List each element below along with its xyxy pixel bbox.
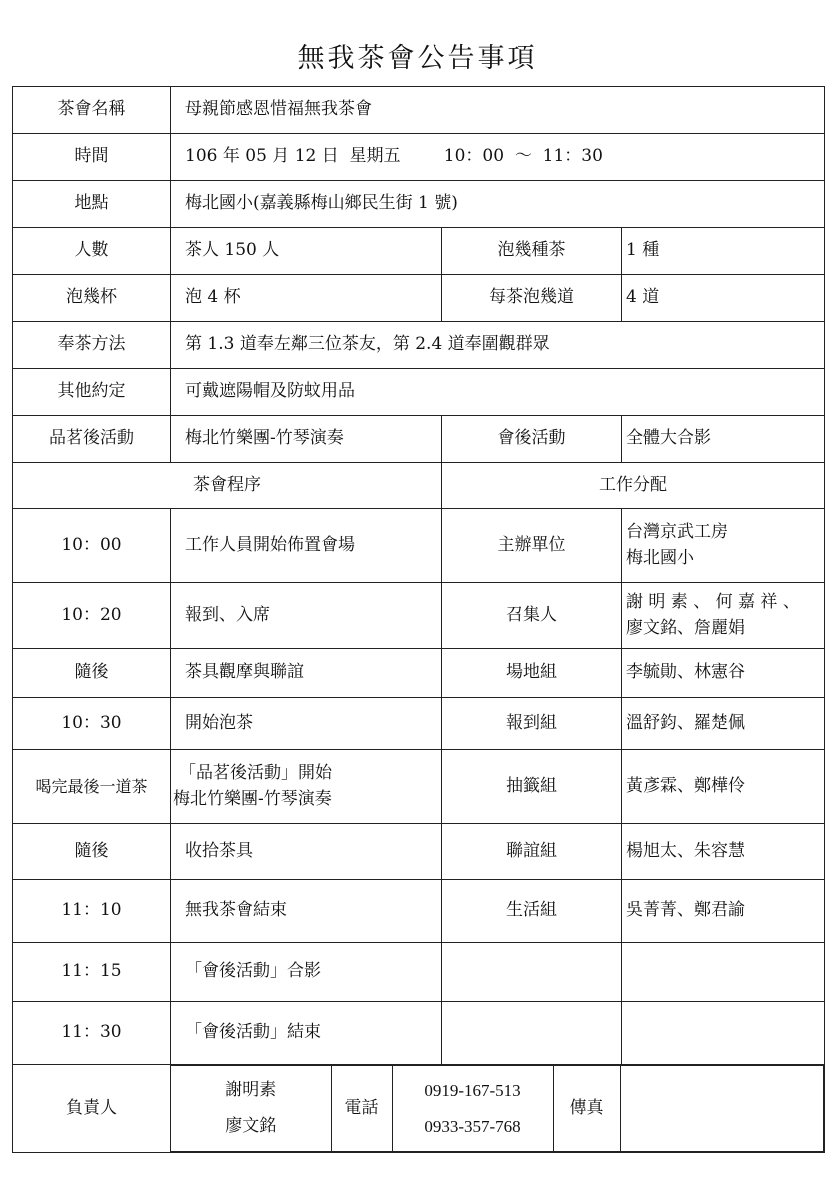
rounds-value: 4 道 bbox=[622, 275, 825, 322]
tea-kinds-label: 泡幾種茶 bbox=[442, 228, 622, 275]
serve-label: 奉茶方法 bbox=[13, 322, 171, 369]
time-value: 106 年 05 月 12 日 星期五 10：00 ～ 11：30 bbox=[171, 134, 825, 181]
schedule-time: 10：20 bbox=[13, 583, 171, 649]
schedule-event bbox=[171, 824, 442, 880]
schedule-time: 10：00 bbox=[13, 509, 171, 583]
schedule-event-line: 無我茶會結束 bbox=[185, 900, 287, 921]
footer-inner bbox=[171, 1065, 824, 1152]
schedule-event bbox=[171, 698, 442, 750]
work-people bbox=[622, 824, 825, 880]
work-person-line: 黃彥霖、鄭樺伶 bbox=[626, 775, 745, 796]
row-section-headers bbox=[13, 463, 825, 509]
schedule-body bbox=[13, 509, 825, 1065]
work-people bbox=[622, 750, 825, 824]
schedule-time: 隨後 bbox=[13, 824, 171, 880]
people-label: 人數 bbox=[13, 228, 171, 275]
work-person-line: 吳菁菁、鄭君諭 bbox=[626, 900, 745, 921]
schedule-event bbox=[171, 649, 442, 698]
work-role: 主辦單位 bbox=[442, 509, 622, 583]
row-people bbox=[13, 228, 825, 275]
cups-value: 泡 4 杯 bbox=[171, 275, 442, 322]
schedule-row bbox=[13, 943, 825, 1002]
serve-value: 第 1.3 道奉左鄰三位茶友，第 2.4 道奉圍觀群眾 bbox=[171, 322, 825, 369]
schedule-time: 11：30 bbox=[13, 1002, 171, 1065]
schedule-row bbox=[13, 1002, 825, 1065]
name-value: 母親節感恩惜福無我茶會 bbox=[171, 87, 825, 134]
schedule-time: 10：30 bbox=[13, 698, 171, 750]
row-cups bbox=[13, 275, 825, 322]
schedule-event-line: 工作人員開始佈置會場 bbox=[185, 534, 355, 555]
time-label: 時間 bbox=[13, 134, 171, 181]
work-person-line: 梅北國小 bbox=[626, 547, 694, 568]
schedule-event-line: 茶具觀摩與聯誼 bbox=[185, 662, 304, 683]
after-tasting-label: 品茗後活動 bbox=[13, 416, 171, 463]
phone-numbers bbox=[392, 1066, 553, 1152]
tea-kinds-value: 1 種 bbox=[622, 228, 825, 275]
work-person-line: 謝 明 素 、 何 嘉 祥 、 bbox=[626, 592, 800, 612]
row-serve bbox=[13, 322, 825, 369]
schedule-event-line: 收拾茶具 bbox=[185, 840, 253, 861]
announcement-table bbox=[12, 86, 825, 1153]
work-person-line: 台灣京武工房 bbox=[626, 522, 728, 542]
work-header: 工作分配 bbox=[442, 463, 825, 509]
rounds-label: 每茶泡幾道 bbox=[442, 275, 622, 322]
phone-label: 電話 bbox=[331, 1066, 392, 1152]
schedule-time: 喝完最後一道茶 bbox=[13, 750, 171, 824]
responsible-name: 謝明素 bbox=[225, 1080, 277, 1100]
work-role: 聯誼組 bbox=[442, 824, 622, 880]
program-header: 茶會程序 bbox=[13, 463, 442, 509]
responsible-names bbox=[171, 1066, 331, 1152]
schedule-row bbox=[13, 698, 825, 750]
schedule-event bbox=[171, 943, 442, 1002]
schedule-event-line: 「會後活動」結束 bbox=[185, 1022, 321, 1043]
work-role bbox=[442, 943, 622, 1002]
phone-number: 0933-357-768 bbox=[424, 1116, 521, 1136]
work-people bbox=[622, 649, 825, 698]
schedule-row bbox=[13, 509, 825, 583]
place-label: 地點 bbox=[13, 181, 171, 228]
schedule-event bbox=[171, 750, 442, 824]
work-role bbox=[442, 1002, 622, 1065]
schedule-time: 11：15 bbox=[13, 943, 171, 1002]
schedule-event-line: 「品茗後活動」開始 bbox=[179, 763, 332, 783]
schedule-row bbox=[13, 880, 825, 943]
schedule-row bbox=[13, 824, 825, 880]
place-value: 梅北國小(嘉義縣梅山鄉民生街 1 號) bbox=[171, 181, 825, 228]
work-role: 召集人 bbox=[442, 583, 622, 649]
schedule-row bbox=[13, 750, 825, 824]
work-role: 抽籤組 bbox=[442, 750, 622, 824]
cups-label: 泡幾杯 bbox=[13, 275, 171, 322]
responsible-label: 負責人 bbox=[13, 1065, 171, 1153]
work-role: 場地組 bbox=[442, 649, 622, 698]
work-people bbox=[622, 880, 825, 943]
after-tasting-value: 梅北竹樂團-竹琴演奏 bbox=[171, 416, 442, 463]
people-value: 茶人 150 人 bbox=[171, 228, 442, 275]
work-person-line: 李毓勛、林憲谷 bbox=[626, 662, 745, 683]
schedule-event bbox=[171, 509, 442, 583]
phone-number: 0919-167-513 bbox=[424, 1081, 521, 1100]
schedule-event-line: 報到、入席 bbox=[185, 604, 270, 625]
responsible-name: 廖文銘 bbox=[225, 1115, 277, 1136]
row-name bbox=[13, 87, 825, 134]
name-label: 茶會名稱 bbox=[13, 87, 171, 134]
after-meeting-value: 全體大合影 bbox=[622, 416, 825, 463]
schedule-row bbox=[13, 583, 825, 649]
work-role: 報到組 bbox=[442, 698, 622, 750]
row-after bbox=[13, 416, 825, 463]
work-people bbox=[622, 583, 825, 649]
row-other bbox=[13, 369, 825, 416]
page-title: 無我茶會公告事項 bbox=[297, 43, 538, 74]
work-people bbox=[622, 698, 825, 750]
fax-label: 傳真 bbox=[553, 1066, 620, 1152]
schedule-event bbox=[171, 583, 442, 649]
schedule-event-line: 梅北竹樂團-竹琴演奏 bbox=[173, 788, 332, 809]
row-time bbox=[13, 134, 825, 181]
after-meeting-label: 會後活動 bbox=[442, 416, 622, 463]
other-label: 其他約定 bbox=[13, 369, 171, 416]
schedule-event-line: 「會後活動」合影 bbox=[185, 961, 321, 982]
row-footer bbox=[13, 1065, 825, 1153]
footer-cell bbox=[171, 1065, 825, 1153]
schedule-event bbox=[171, 1002, 442, 1065]
work-person-line: 溫舒鈞、羅楚佩 bbox=[626, 712, 745, 733]
schedule-row bbox=[13, 649, 825, 698]
work-people bbox=[622, 509, 825, 583]
schedule-time: 11：10 bbox=[13, 880, 171, 943]
work-people bbox=[622, 1002, 825, 1065]
row-place bbox=[13, 181, 825, 228]
work-person-line: 楊旭太、朱容慧 bbox=[626, 840, 745, 861]
schedule-time: 隨後 bbox=[13, 649, 171, 698]
other-value: 可戴遮陽帽及防蚊用品 bbox=[171, 369, 825, 416]
work-role: 生活組 bbox=[442, 880, 622, 943]
work-people bbox=[622, 943, 825, 1002]
schedule-event bbox=[171, 880, 442, 943]
work-person-line: 廖文銘、詹麗娟 bbox=[626, 617, 745, 638]
fax-value bbox=[620, 1066, 824, 1152]
schedule-event-line: 開始泡茶 bbox=[185, 712, 253, 733]
